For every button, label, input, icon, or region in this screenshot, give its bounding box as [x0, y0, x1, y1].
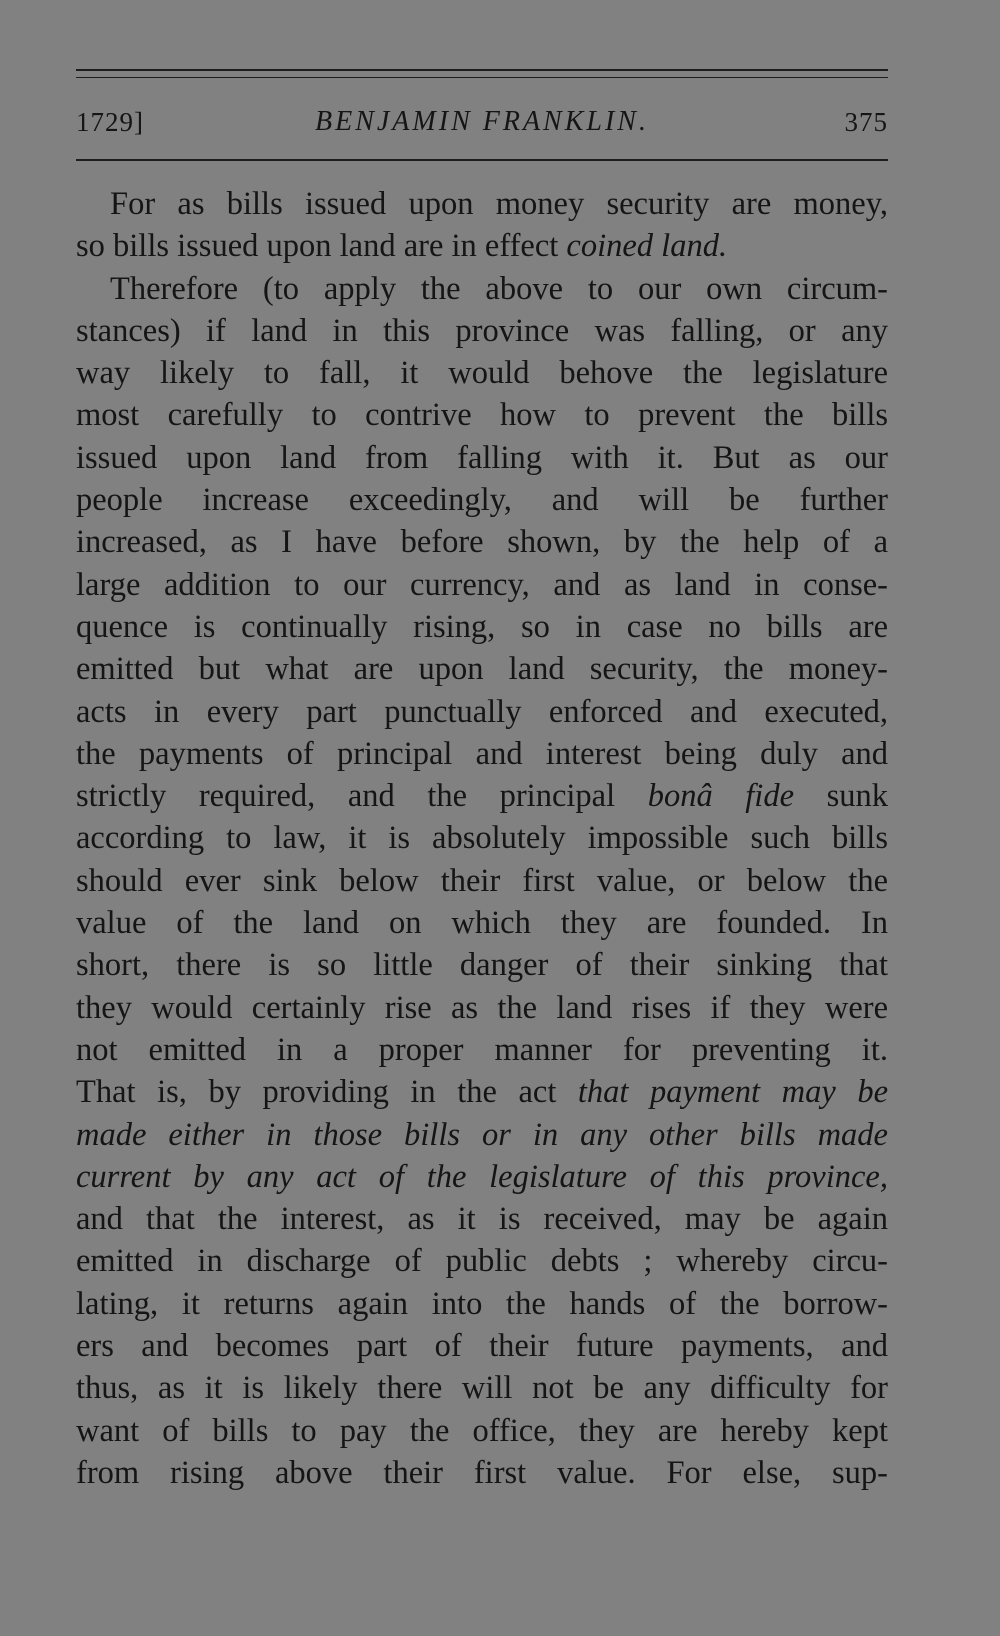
header-rule [76, 159, 888, 161]
text-line [76, 352, 888, 394]
italic-text: coined land. [566, 228, 728, 265]
text-line [76, 1071, 888, 1113]
body-text [76, 183, 888, 1494]
text-line [76, 648, 888, 690]
text-line [76, 521, 888, 563]
text-span: they would certainly rise as the land rises if they were [76, 989, 888, 1026]
top-rule [76, 69, 888, 71]
text-span: issued upon land from falling with it. But as our [76, 439, 888, 476]
header-title: BENJAMIN FRANKLIN. [315, 106, 649, 137]
text-span: people increase exceedingly, and will be further [76, 482, 888, 519]
running-header [76, 102, 888, 142]
text-line [76, 1452, 888, 1494]
text-span: Therefore (to apply the above to our own circum- [110, 270, 888, 307]
text-line [76, 479, 888, 521]
italic-text: current by any act of the legislature of this province, [76, 1158, 888, 1195]
italic-text: made either in those bills or in any other bills made [76, 1116, 888, 1153]
text-span: and that the interest, as it is received, may be again [76, 1201, 888, 1238]
text-span: For as bills issued upon money security are money, [110, 186, 888, 222]
text-span: acts in every part punctually enforced and executed, [76, 693, 888, 730]
text-span: increased, as I have before shown, by the help of a [76, 524, 888, 561]
text-span: value of the land on which they are founded. In [76, 905, 888, 942]
text-span: sunk [794, 778, 888, 815]
text-line [76, 1367, 888, 1409]
text-span: the payments of principal and interest being duly and [76, 735, 888, 772]
text-line [76, 1240, 888, 1282]
text-line [76, 437, 888, 479]
text-span: so bills issued upon land are in effect [76, 228, 567, 265]
text-line [76, 902, 888, 944]
text-line [76, 1325, 888, 1367]
text-span: want of bills to pay the office, they are hereby kept [76, 1412, 888, 1449]
text-span: quence is continually rising, so in case no bills are [76, 608, 888, 645]
text-line [76, 394, 888, 436]
text-line [76, 944, 888, 986]
text-line [76, 775, 888, 817]
text-line [76, 1410, 888, 1452]
text-span: should ever sink below their first value, or below the [76, 862, 888, 899]
text-span: emitted in discharge of public debts ; whereby circu- [76, 1243, 888, 1280]
text-line [76, 733, 888, 775]
text-span: ers and becomes part of their future payments, and [76, 1328, 888, 1365]
text-line [76, 225, 888, 267]
text-span: emitted but what are upon land security, the money- [76, 651, 888, 688]
text-line [76, 817, 888, 859]
text-line [76, 183, 888, 225]
text-span: large addition to our currency, and as land in conse- [76, 566, 888, 603]
italic-text: that payment may be [577, 1074, 888, 1111]
text-span: lating, it returns again into the hands of the borrow- [76, 1285, 888, 1322]
text-span: That is, by providing in the act [76, 1074, 578, 1111]
text-line [76, 564, 888, 606]
text-line [76, 1114, 888, 1156]
header-year: 1729] [76, 107, 144, 137]
text-span: from rising above their first value. For else, sup- [76, 1454, 888, 1491]
top-rule-thin [76, 77, 888, 78]
text-span: thus, as it is likely there will not be any difficulty for [76, 1370, 888, 1407]
text-span: strictly required, and the principal [76, 778, 648, 815]
text-line [76, 1156, 888, 1198]
text-span: not emitted in a proper manner for preventing it. [76, 1031, 888, 1068]
text-line [76, 606, 888, 648]
text-line [76, 1029, 888, 1071]
text-line [76, 310, 888, 352]
text-line [76, 860, 888, 902]
text-line [76, 1198, 888, 1240]
text-span: according to law, it is absolutely impossible such bills [76, 820, 888, 857]
text-line [76, 1283, 888, 1325]
text-span: short, there is so little danger of their sinking that [76, 947, 888, 984]
text-line [76, 691, 888, 733]
page-number: 375 [844, 107, 888, 137]
italic-text: bonâ fide [647, 778, 795, 815]
text-span: stances) if land in this province was falling, or any [76, 312, 888, 349]
text-span: most carefully to contrive how to prevent the bills [76, 397, 888, 434]
text-line [76, 987, 888, 1029]
text-line [76, 268, 888, 310]
text-span: way likely to fall, it would behove the legislature [76, 355, 888, 392]
